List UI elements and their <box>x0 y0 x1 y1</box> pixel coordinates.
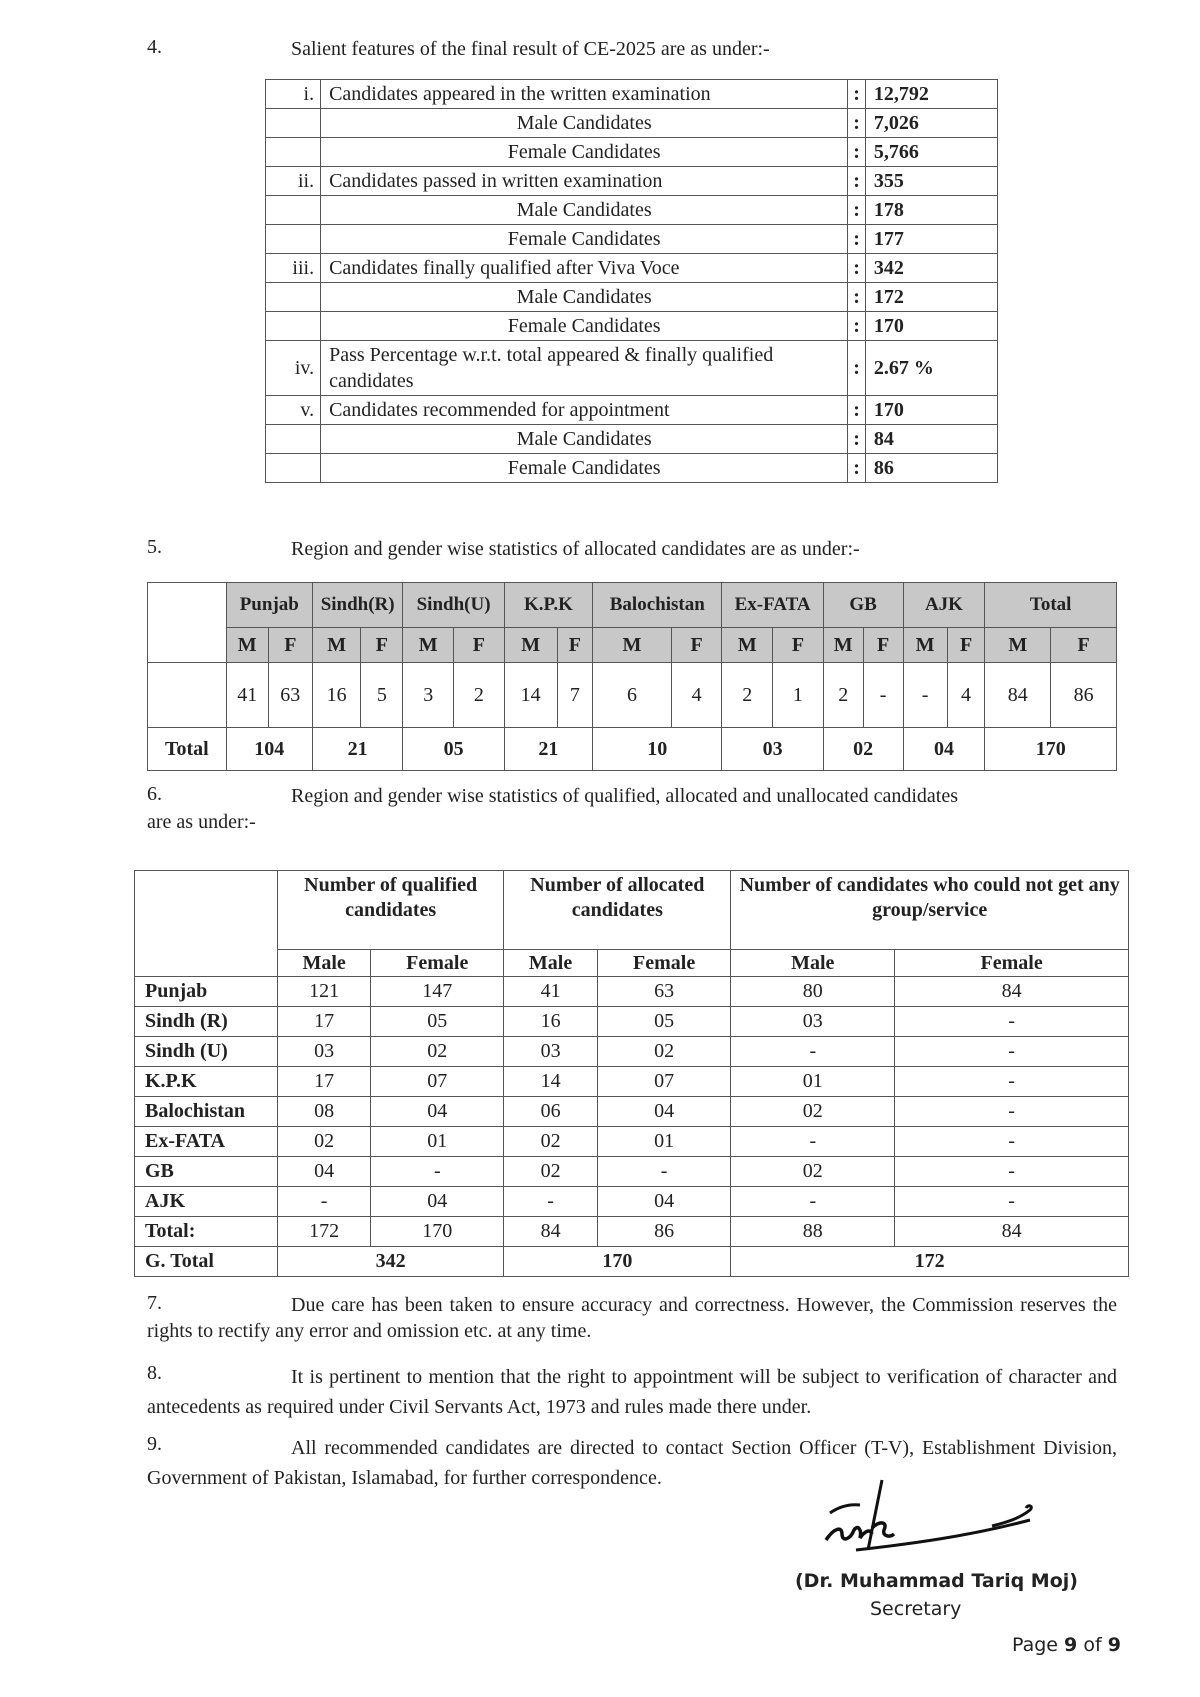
count-cell: - <box>895 1067 1129 1097</box>
count-cell: 02 <box>504 1127 598 1157</box>
count-cell: 02 <box>504 1157 598 1187</box>
grand-total-row <box>135 1247 1129 1277</box>
table-row <box>135 1007 1129 1037</box>
count-cell: 84 <box>895 1217 1129 1247</box>
female-count: 2 <box>454 663 505 728</box>
region-total: 21 <box>312 728 403 771</box>
roman-numeral <box>266 425 321 454</box>
page-number <box>1012 1634 1121 1656</box>
section-5-heading: Region and gender wise statistics of allocated candidates are as under:- <box>291 538 860 560</box>
region-label: GB <box>135 1157 278 1187</box>
page-prefix: Page <box>1012 1634 1065 1656</box>
region-label: K.P.K <box>135 1067 278 1097</box>
count-cell: 04 <box>371 1097 504 1127</box>
male-header: M <box>226 628 268 663</box>
section-8-text: It is pertinent to mention that the right to appointment will be subject to verification of character and antecedents as required under Civil Servants Act, 1973 and rules made there under. <box>147 1366 1117 1418</box>
feature-value: 355 <box>865 167 997 196</box>
count-cell: 17 <box>278 1067 371 1097</box>
region-total: 104 <box>226 728 312 771</box>
feature-row <box>266 196 998 225</box>
subheader-male: Male <box>278 950 371 977</box>
roman-numeral <box>266 196 321 225</box>
section-5-number: 5. <box>147 536 162 558</box>
region-header: Sindh(R) <box>312 583 403 628</box>
feature-label: Candidates appeared in the written examination <box>321 80 848 109</box>
roman-numeral: ii. <box>266 167 321 196</box>
count-cell: 04 <box>597 1097 730 1127</box>
count-cell: 08 <box>278 1097 371 1127</box>
region-header: Balochistan <box>593 583 722 628</box>
male-count: - <box>903 663 947 728</box>
feature-value: 86 <box>865 454 997 483</box>
male-header: M <box>985 628 1051 663</box>
female-header: F <box>454 628 505 663</box>
feature-row <box>266 254 998 283</box>
group-header-unallocated: Number of candidates who could not get any group/service <box>731 871 1129 950</box>
feature-label: Pass Percentage w.r.t. total appeared & finally qualified candidates <box>321 341 848 396</box>
region-label: Ex-FATA <box>135 1127 278 1157</box>
count-cell: - <box>895 1187 1129 1217</box>
region-header: Ex-FATA <box>722 583 823 628</box>
female-count: 63 <box>268 663 312 728</box>
count-cell: 121 <box>278 977 371 1007</box>
female-header: F <box>773 628 824 663</box>
feature-value: 178 <box>865 196 997 225</box>
count-cell: - <box>895 1007 1129 1037</box>
count-cell: - <box>895 1037 1129 1067</box>
female-header: F <box>361 628 403 663</box>
feature-label: Male Candidates <box>321 425 848 454</box>
count-cell: 84 <box>504 1217 598 1247</box>
region-total: 21 <box>504 728 592 771</box>
colon-separator: : <box>848 425 866 454</box>
male-header: M <box>403 628 454 663</box>
feature-label: Female Candidates <box>321 312 848 341</box>
feature-row <box>266 312 998 341</box>
grand-total-value: 172 <box>731 1247 1129 1277</box>
count-cell: 06 <box>504 1097 598 1127</box>
feature-value: 172 <box>865 283 997 312</box>
feature-row <box>266 396 998 425</box>
count-cell: - <box>731 1127 895 1157</box>
count-cell: 14 <box>504 1067 598 1097</box>
roman-numeral <box>266 225 321 254</box>
male-header: M <box>504 628 557 663</box>
male-count: 14 <box>504 663 557 728</box>
feature-row <box>266 225 998 254</box>
region-total: 04 <box>903 728 985 771</box>
count-cell: 03 <box>504 1037 598 1067</box>
count-cell: 02 <box>597 1037 730 1067</box>
feature-label: Candidates recommended for appointment <box>321 396 848 425</box>
colon-separator: : <box>848 454 866 483</box>
region-total: 02 <box>823 728 903 771</box>
feature-value: 177 <box>865 225 997 254</box>
female-header: F <box>863 628 903 663</box>
count-cell: 02 <box>731 1157 895 1187</box>
qualified-allocated-unallocated-table <box>134 870 1129 1277</box>
count-cell: 41 <box>504 977 598 1007</box>
male-header: M <box>312 628 361 663</box>
feature-value: 170 <box>865 396 997 425</box>
region-label: Balochistan <box>135 1097 278 1127</box>
male-header: M <box>722 628 773 663</box>
feature-label: Female Candidates <box>321 454 848 483</box>
feature-label: Female Candidates <box>321 138 848 167</box>
section-6-number: 6. <box>147 783 162 805</box>
feature-value: 2.67 % <box>865 341 997 396</box>
roman-numeral: i. <box>266 80 321 109</box>
table-row <box>135 1067 1129 1097</box>
count-cell: 07 <box>371 1067 504 1097</box>
section-8-number: 8. <box>147 1362 162 1384</box>
blank-row-label <box>148 663 227 728</box>
female-count: 1 <box>773 663 824 728</box>
grand-total-label: G. Total <box>135 1247 278 1277</box>
table-row <box>135 1097 1129 1127</box>
count-cell: 04 <box>371 1187 504 1217</box>
feature-row <box>266 454 998 483</box>
signature-icon <box>820 1478 1050 1558</box>
count-cell: - <box>895 1097 1129 1127</box>
grand-total-value: 170 <box>504 1247 731 1277</box>
male-count: 6 <box>593 663 672 728</box>
count-cell: - <box>597 1157 730 1187</box>
count-cell: 80 <box>731 977 895 1007</box>
signatory-name: (Dr. Muhammad Tariq Moj) <box>795 1570 1078 1592</box>
male-count: 2 <box>722 663 773 728</box>
feature-row <box>266 167 998 196</box>
region-header: GB <box>823 583 903 628</box>
female-count: - <box>863 663 903 728</box>
region-total: 05 <box>403 728 504 771</box>
table-row <box>135 1157 1129 1187</box>
subheader-male: Male <box>731 950 895 977</box>
region-total: 10 <box>593 728 722 771</box>
female-count: 7 <box>557 663 593 728</box>
count-cell: 01 <box>597 1127 730 1157</box>
feature-value: 12,792 <box>865 80 997 109</box>
table-row <box>135 1127 1129 1157</box>
feature-value: 7,026 <box>865 109 997 138</box>
page-total: 9 <box>1107 1634 1121 1656</box>
female-header: F <box>557 628 593 663</box>
feature-row <box>266 109 998 138</box>
subheader-female: Female <box>895 950 1129 977</box>
feature-value: 170 <box>865 312 997 341</box>
roman-numeral <box>266 312 321 341</box>
count-cell: 63 <box>597 977 730 1007</box>
roman-numeral: iii. <box>266 254 321 283</box>
table-row <box>135 1217 1129 1247</box>
roman-numeral <box>266 138 321 167</box>
section-7-number: 7. <box>147 1292 162 1314</box>
count-cell: - <box>278 1187 371 1217</box>
feature-row <box>266 341 998 396</box>
colon-separator: : <box>848 225 866 254</box>
section-6-heading-line1: Region and gender wise statistics of qualified, allocated and unallocated candidates <box>291 785 958 807</box>
colon-separator: : <box>848 283 866 312</box>
count-cell: - <box>371 1157 504 1187</box>
female-count: 5 <box>361 663 403 728</box>
count-cell: 03 <box>731 1007 895 1037</box>
roman-numeral: iv. <box>266 341 321 396</box>
count-cell: 86 <box>597 1217 730 1247</box>
male-count: 84 <box>985 663 1051 728</box>
count-cell: 02 <box>731 1097 895 1127</box>
count-cell: 16 <box>504 1007 598 1037</box>
count-cell: - <box>895 1157 1129 1187</box>
female-header: F <box>671 628 722 663</box>
region-label: Total: <box>135 1217 278 1247</box>
colon-separator: : <box>848 80 866 109</box>
colon-separator: : <box>848 254 866 283</box>
count-cell: 05 <box>371 1007 504 1037</box>
group-header-qualified: Number of qualified candidates <box>278 871 504 950</box>
feature-value: 84 <box>865 425 997 454</box>
count-cell: - <box>731 1037 895 1067</box>
page-mid: of <box>1077 1634 1108 1656</box>
male-count: 41 <box>226 663 268 728</box>
colon-separator: : <box>848 312 866 341</box>
male-header: M <box>903 628 947 663</box>
count-cell: 03 <box>278 1037 371 1067</box>
region-label: Sindh (U) <box>135 1037 278 1067</box>
roman-numeral <box>266 454 321 483</box>
feature-label: Male Candidates <box>321 283 848 312</box>
count-cell: 01 <box>731 1067 895 1097</box>
total-row-label: Total <box>148 728 227 771</box>
count-cell: 170 <box>371 1217 504 1247</box>
signatory-title: Secretary <box>870 1598 962 1620</box>
male-header: M <box>823 628 863 663</box>
feature-label: Male Candidates <box>321 109 848 138</box>
feature-row <box>266 138 998 167</box>
count-cell: 02 <box>278 1127 371 1157</box>
count-cell: 02 <box>371 1037 504 1067</box>
section-9-text: All recommended candidates are directed to contact Section Officer (T-V), Establishment Division, Government of Pakistan, Islamabad, for further correspondence. <box>147 1437 1117 1489</box>
region-total: 170 <box>985 728 1117 771</box>
feature-value: 342 <box>865 254 997 283</box>
feature-label: Female Candidates <box>321 225 848 254</box>
section-6-heading-line2: are as under:- <box>147 811 256 833</box>
colon-separator: : <box>848 138 866 167</box>
roman-numeral <box>266 109 321 138</box>
count-cell: 01 <box>371 1127 504 1157</box>
male-count: 16 <box>312 663 361 728</box>
count-cell: - <box>731 1187 895 1217</box>
region-header: AJK <box>903 583 985 628</box>
feature-row <box>266 80 998 109</box>
page-current: 9 <box>1064 1634 1078 1656</box>
count-cell: 147 <box>371 977 504 1007</box>
table-row <box>135 977 1129 1007</box>
region-label: Sindh (R) <box>135 1007 278 1037</box>
count-cell: 17 <box>278 1007 371 1037</box>
feature-value: 5,766 <box>865 138 997 167</box>
male-count: 3 <box>403 663 454 728</box>
feature-row <box>266 425 998 454</box>
feature-label: Candidates finally qualified after Viva Voce <box>321 254 848 283</box>
grand-total-value: 342 <box>278 1247 504 1277</box>
count-cell: 84 <box>895 977 1129 1007</box>
male-header: M <box>593 628 672 663</box>
region-label: AJK <box>135 1187 278 1217</box>
count-cell: - <box>504 1187 598 1217</box>
group-header-allocated: Number of allocated candidates <box>504 871 731 950</box>
count-cell: 04 <box>597 1187 730 1217</box>
count-cell: 04 <box>278 1157 371 1187</box>
region-header: Punjab <box>226 583 312 628</box>
region-header: K.P.K <box>504 583 592 628</box>
subheader-male: Male <box>504 950 598 977</box>
colon-separator: : <box>848 109 866 138</box>
subheader-female: Female <box>371 950 504 977</box>
feature-label: Male Candidates <box>321 196 848 225</box>
colon-separator: : <box>848 196 866 225</box>
region-header: Sindh(U) <box>403 583 504 628</box>
count-cell: - <box>895 1127 1129 1157</box>
table-row <box>135 1037 1129 1067</box>
colon-separator: : <box>848 396 866 425</box>
count-cell: 07 <box>597 1067 730 1097</box>
blank-header-cell <box>135 871 278 977</box>
count-cell: 05 <box>597 1007 730 1037</box>
section-4-heading: Salient features of the final result of CE-2025 are as under:- <box>291 38 770 60</box>
female-count: 4 <box>947 663 985 728</box>
colon-separator: : <box>848 341 866 396</box>
male-count: 2 <box>823 663 863 728</box>
blank-header-cell <box>148 583 227 663</box>
female-header: F <box>1051 628 1117 663</box>
section-4-number: 4. <box>147 36 162 58</box>
table-row <box>135 1187 1129 1217</box>
salient-features-table <box>265 79 998 483</box>
female-count: 4 <box>671 663 722 728</box>
roman-numeral: v. <box>266 396 321 425</box>
colon-separator: : <box>848 167 866 196</box>
section-7-text: Due care has been taken to ensure accuracy and correctness. However, the Commission reserves the rights to rectify any error and omission etc. at any time. <box>147 1294 1117 1342</box>
allocated-candidates-table <box>147 582 1117 771</box>
feature-label: Candidates passed in written examination <box>321 167 848 196</box>
female-header: F <box>947 628 985 663</box>
subheader-female: Female <box>597 950 730 977</box>
feature-row <box>266 283 998 312</box>
female-count: 86 <box>1051 663 1117 728</box>
count-cell: 88 <box>731 1217 895 1247</box>
female-header: F <box>268 628 312 663</box>
region-total: 03 <box>722 728 823 771</box>
section-9-number: 9. <box>147 1433 162 1455</box>
count-cell: 172 <box>278 1217 371 1247</box>
region-header: Total <box>985 583 1117 628</box>
region-label: Punjab <box>135 977 278 1007</box>
roman-numeral <box>266 283 321 312</box>
